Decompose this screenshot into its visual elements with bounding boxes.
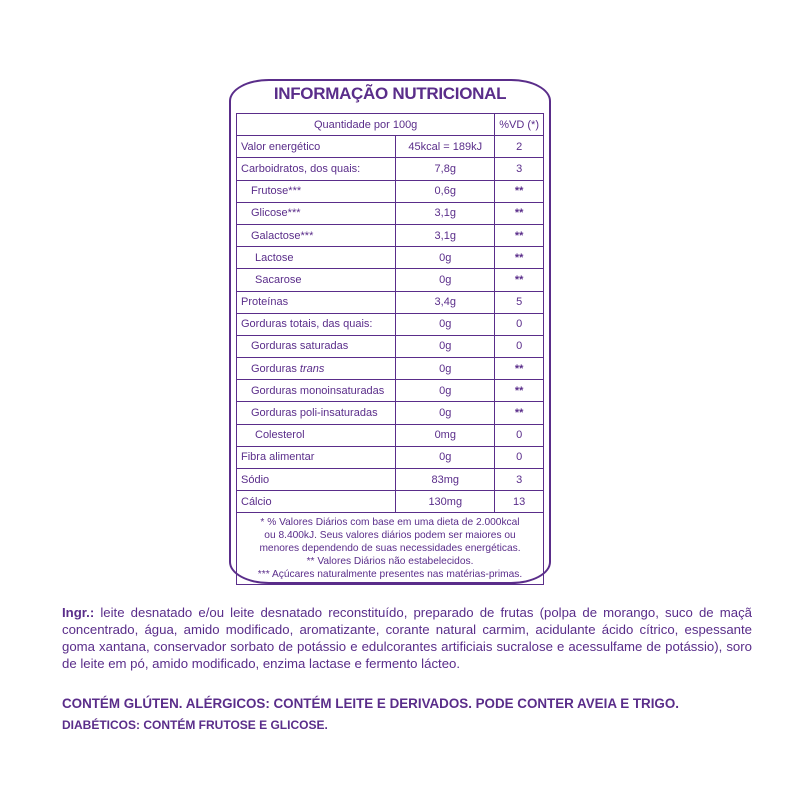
nutrient-amount: 0g [396,313,495,335]
quantity-header: Quantidade por 100g [237,114,495,136]
footnote-row [237,513,544,585]
nutrient-amount: 7,8g [396,158,495,180]
nutrient-vd: ** [495,402,544,424]
footnote-daily-values-cont2: menores dependendo de suas necessidades energéticas. [259,543,521,555]
nutrient-amount: 0g [396,446,495,468]
nutrient-vd: ** [495,380,544,402]
nutrient-name: Fibra alimentar [237,446,396,468]
table-row [237,224,544,246]
trans-italic: trans [299,362,325,375]
diabetic-warning: DIABÉTICOS: CONTÉM FRUTOSE E GLICOSE. [62,718,328,732]
nutrient-amount: 83mg [396,469,495,491]
allergen-warning: CONTÉM GLÚTEN. ALÉRGICOS: CONTÉM LEITE E DERIVADOS. PODE CONTER AVEIA E TRIGO. [62,696,679,711]
table-row [237,446,544,468]
nutrient-name: Carboidratos, dos quais: [237,158,396,180]
vd-header: %VD (*) [495,114,544,136]
nutrient-amount: 0g [396,380,495,402]
nutrient-name: Proteínas [237,291,396,313]
nutrient-name: Gorduras saturadas [237,335,396,357]
nutrition-table [236,113,544,585]
nutrient-vd: 0 [495,424,544,446]
nutrient-amount: 0g [396,269,495,291]
nutrient-vd: 3 [495,469,544,491]
table-row [237,358,544,380]
nutrient-amount: 3,1g [396,202,495,224]
table-row [237,180,544,202]
nutrient-amount: 0mg [396,424,495,446]
footnote-daily-values-cont: ou 8.400kJ. Seus valores diários podem ser maiores ou [264,530,516,542]
nutrient-name: Gorduras trans [237,358,396,380]
nutrient-amount: 3,4g [396,291,495,313]
nutrient-amount: 0g [396,335,495,357]
nutrient-vd: 5 [495,291,544,313]
table-row [237,158,544,180]
nutrient-name: Glicose*** [237,202,396,224]
nutrient-amount: 130mg [396,491,495,513]
nutrient-vd: ** [495,247,544,269]
nutrient-amount: 0g [396,402,495,424]
nutrient-vd: ** [495,180,544,202]
table-row [237,202,544,224]
footnote-daily-values: * % Valores Diários com base em uma dieta de 2.000kcal [260,517,520,529]
nutrient-name: Lactose [237,247,396,269]
nutrient-amount: 45kcal = 189kJ [396,136,495,158]
footnote-natural-sugars: *** Açúcares naturalmente presentes nas matérias-primas. [257,569,523,581]
nutrient-vd: 0 [495,446,544,468]
nutrient-vd: ** [495,358,544,380]
nutrient-vd: 2 [495,136,544,158]
nutrient-vd: 13 [495,491,544,513]
nutrient-name: Sódio [237,469,396,491]
nutrient-name: Gorduras totais, das quais: [237,313,396,335]
table-row [237,491,544,513]
nutrient-vd: 0 [495,335,544,357]
ingredients-text [62,604,752,672]
table-row [237,247,544,269]
nutrient-vd: 3 [495,158,544,180]
table-row [237,469,544,491]
nutrient-name: Galactose*** [237,224,396,246]
table-row [237,136,544,158]
table-row [237,402,544,424]
nutrient-vd: 0 [495,313,544,335]
table-row [237,291,544,313]
nutrient-name: Sacarose [237,269,396,291]
footnotes [237,513,544,585]
footnote-not-established: ** Valores Diários não estabelecidos. [306,556,474,568]
nutrient-vd: ** [495,224,544,246]
nutrient-name: Colesterol [237,424,396,446]
nutrient-name: Valor energético [237,136,396,158]
nutrient-amount: 0g [396,247,495,269]
nutrition-title: INFORMAÇÃO NUTRICIONAL [273,84,507,103]
table-row [237,380,544,402]
nutrient-name: Frutose*** [237,180,396,202]
table-row [237,424,544,446]
nutrient-name: Gorduras poli-insaturadas [237,402,396,424]
table-header-row [237,114,544,136]
nutrient-amount: 3,1g [396,224,495,246]
nutrient-name: Gorduras monoinsaturadas [237,380,396,402]
ingredients-label: Ingr.: [62,605,95,620]
ingredients-list: leite desnatado e/ou leite desnatado reconstituído, preparado de frutas (polpa de morango, suco de maçã concentrado, água, amido modificado, aromatizante, corante natural carmim, acidulante ácido cítrico, espessante goma xantana, conservador sorbato de potássio e edulcorantes artificiais sucralose e acessulfame de potássio), soro de leite em pó, amido modificado, enzima lactase e fermento lácteo. [62,605,752,671]
table-row [237,313,544,335]
nutrient-amount: 0,6g [396,180,495,202]
table-row [237,335,544,357]
nutrient-amount: 0g [396,358,495,380]
nutrient-name: Cálcio [237,491,396,513]
nutrient-vd: ** [495,202,544,224]
table-row [237,269,544,291]
nutrient-vd: ** [495,269,544,291]
